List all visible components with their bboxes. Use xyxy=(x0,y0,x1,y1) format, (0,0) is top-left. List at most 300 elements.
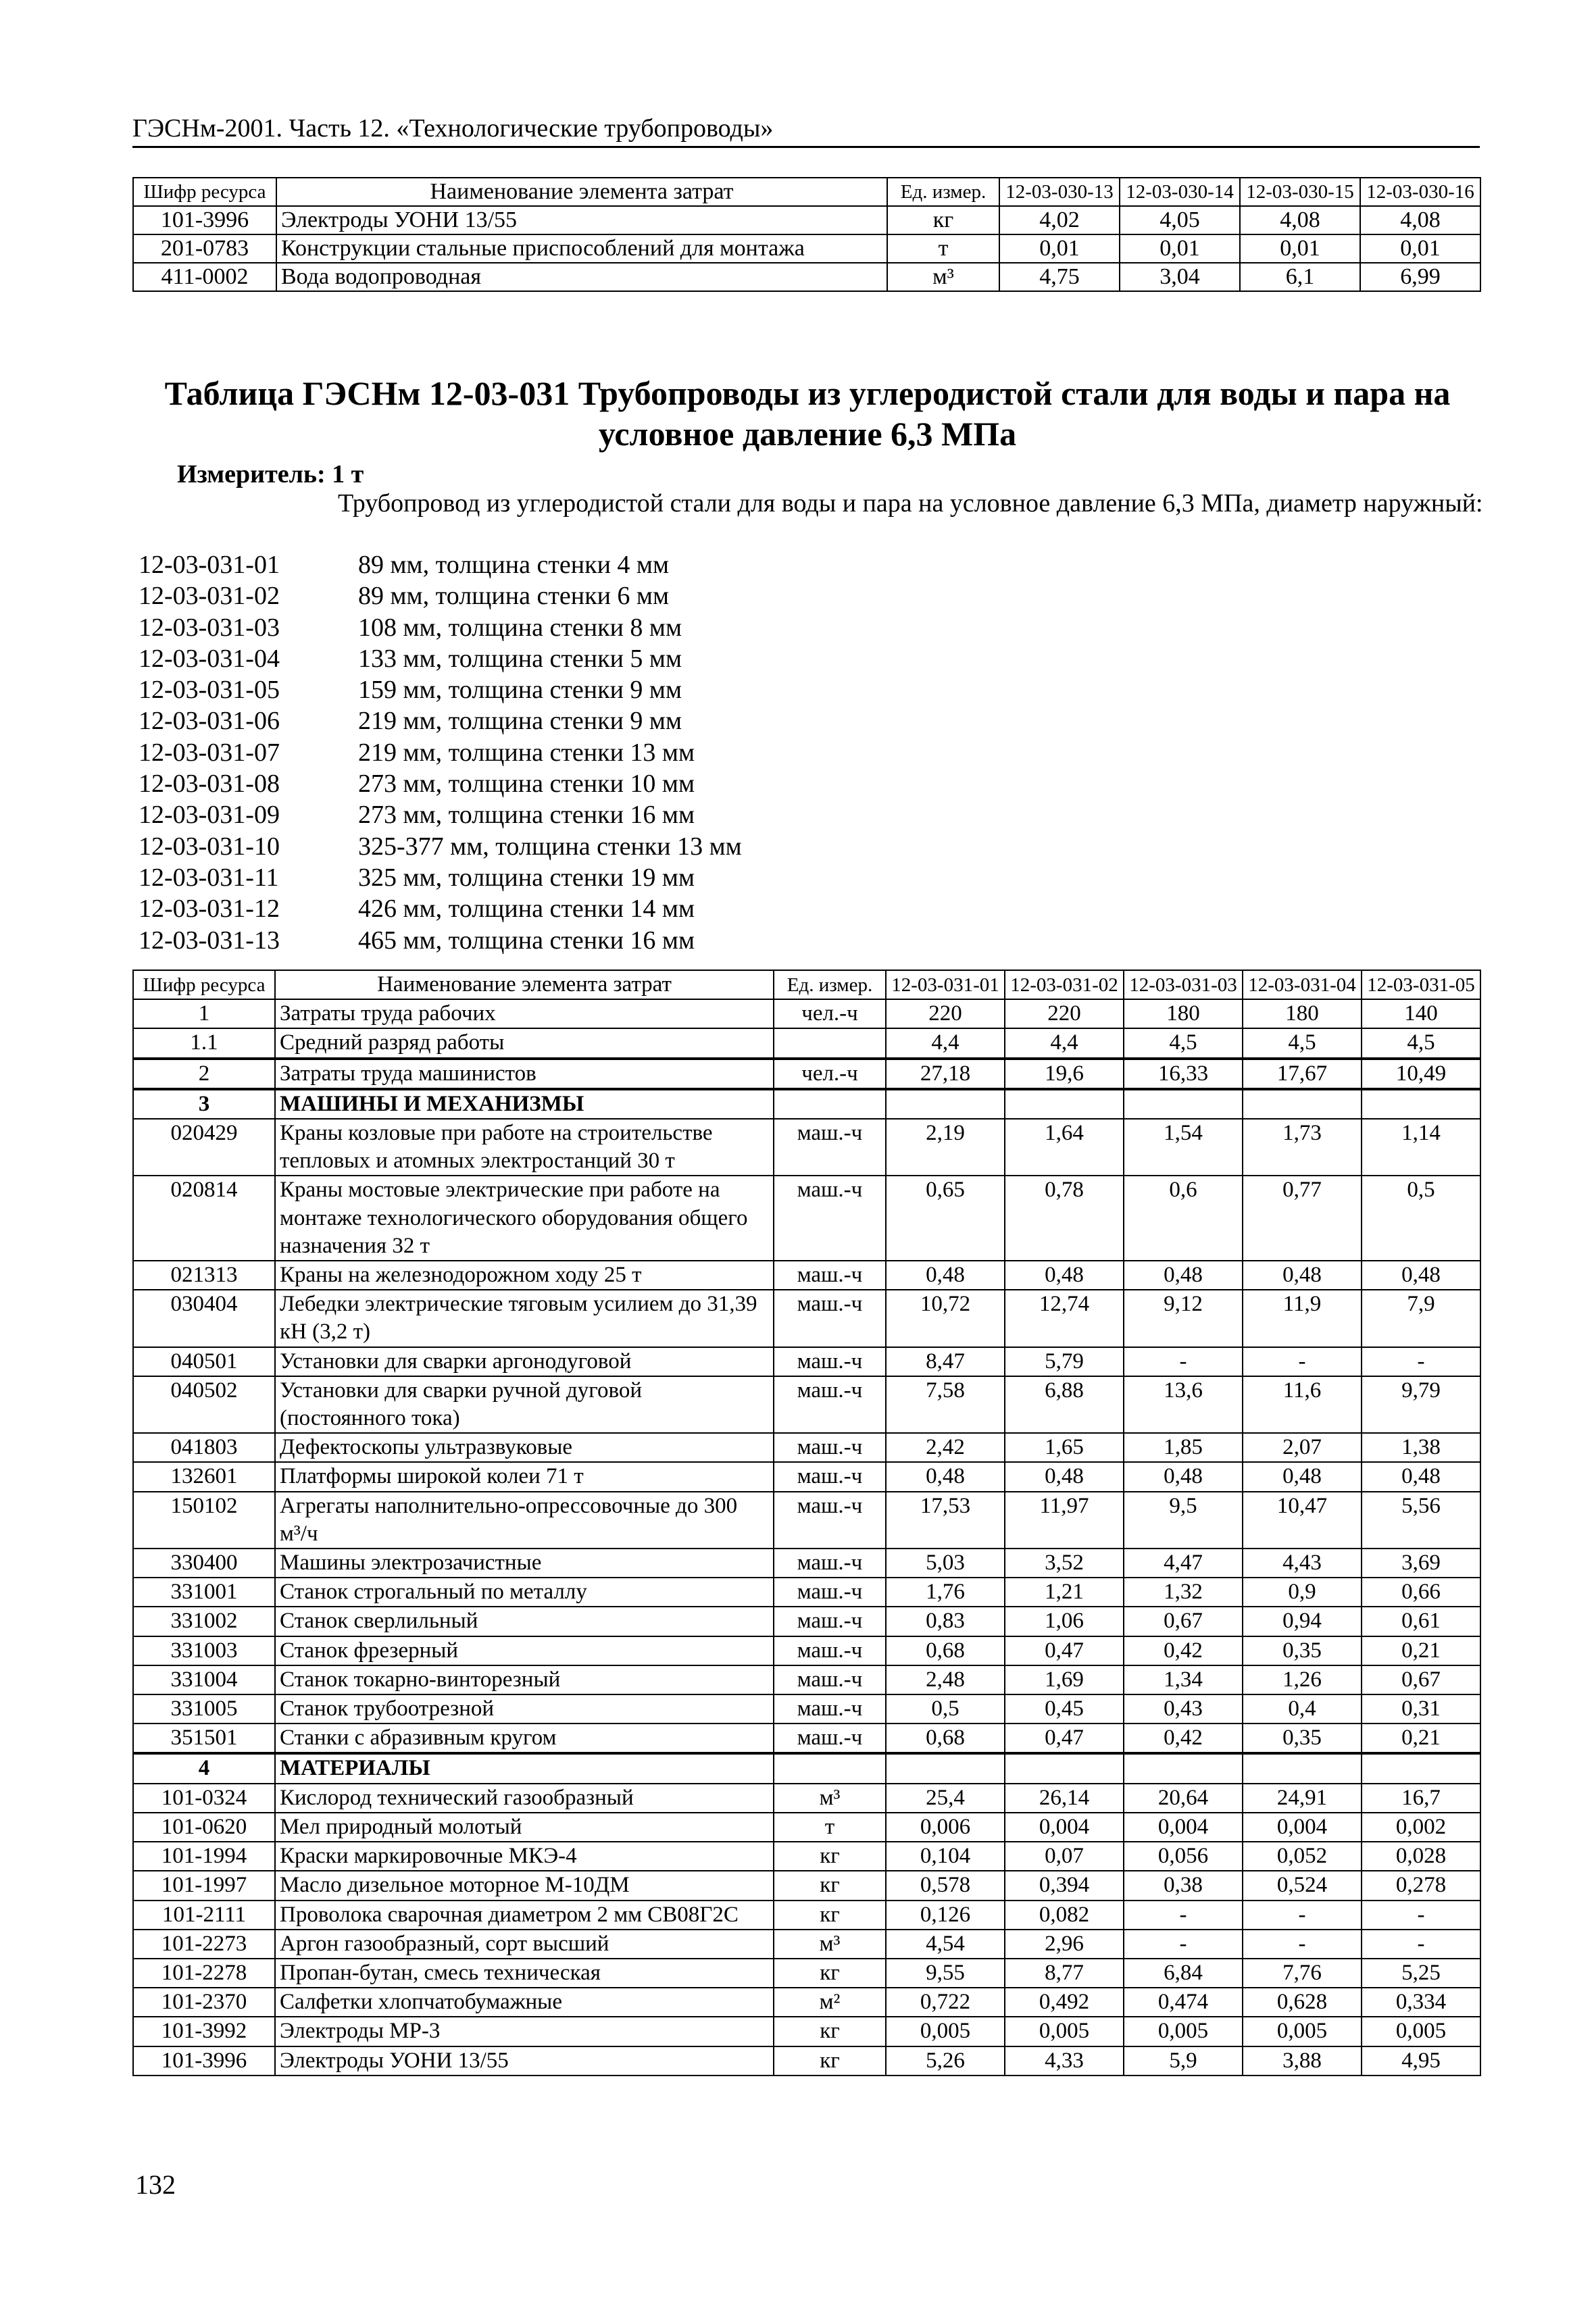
table-cell: - xyxy=(1362,1930,1480,1959)
table-cell xyxy=(1124,1089,1243,1119)
list-item xyxy=(139,831,742,862)
table-cell: 0,42 xyxy=(1124,1724,1243,1753)
table-row xyxy=(133,206,1480,234)
table-cell: 7,9 xyxy=(1362,1290,1480,1347)
table-cell: 4,08 xyxy=(1240,206,1360,234)
table-cell: м² xyxy=(774,1988,886,2017)
table-row xyxy=(133,1376,1480,1433)
table-cell: 0,43 xyxy=(1124,1694,1243,1724)
table-cell: 0,278 xyxy=(1362,1871,1480,1900)
table-cell: 020814 xyxy=(133,1176,275,1261)
table-cell: 0,83 xyxy=(886,1607,1005,1636)
table-cell: Машины электрозачистные xyxy=(275,1549,774,1578)
table-cell: 6,1 xyxy=(1240,263,1360,291)
table-cell: 0,47 xyxy=(1005,1724,1124,1753)
table-cell: 1,85 xyxy=(1124,1433,1243,1462)
table-cell: 0,004 xyxy=(1243,1813,1362,1842)
item-code: 12-03-031-02 xyxy=(139,582,280,611)
column-header: 12-03-031-03 xyxy=(1124,970,1243,999)
table-cell: - xyxy=(1124,1901,1243,1930)
table-cell: 0,052 xyxy=(1243,1842,1362,1871)
item-code: 12-03-031-12 xyxy=(139,895,280,924)
table-cell: 4,33 xyxy=(1005,2046,1124,2076)
table-cell: 0,67 xyxy=(1362,1665,1480,1694)
column-header: 12-03-030-14 xyxy=(1120,178,1240,206)
table-cell: 0,394 xyxy=(1005,1871,1124,1900)
table-cell: 0,68 xyxy=(886,1724,1005,1753)
table-cell: м³ xyxy=(887,263,999,291)
table-cell: 030404 xyxy=(133,1290,275,1347)
table-cell: 0,005 xyxy=(886,2017,1005,2046)
table-cell: 0,126 xyxy=(886,1901,1005,1930)
table-cell: 0,9 xyxy=(1243,1578,1362,1607)
table-cell: - xyxy=(1243,1930,1362,1959)
table-cell: Вода водопроводная xyxy=(276,263,887,291)
table-cell: 0,31 xyxy=(1362,1694,1480,1724)
table-cell: 1,69 xyxy=(1005,1665,1124,1694)
table-row xyxy=(133,1119,1480,1176)
table-cell xyxy=(1243,1089,1362,1119)
table-cell: маш.-ч xyxy=(774,1724,886,1753)
table-cell xyxy=(886,1089,1005,1119)
table-cell: Лебедки электрические тяговым усилием до 31,39 кН (3,2 т) xyxy=(275,1290,774,1347)
table-cell: 1.1 xyxy=(133,1028,275,1058)
table-cell: 331001 xyxy=(133,1578,275,1607)
table-cell: 150102 xyxy=(133,1492,275,1549)
table-cell xyxy=(886,1753,1005,1783)
column-header: Шифр ресурса xyxy=(133,970,275,999)
table-cell: 0,4 xyxy=(1243,1694,1362,1724)
table-cell: Электроды УОНИ 13/55 xyxy=(276,206,887,234)
table-cell: 6,88 xyxy=(1005,1376,1124,1433)
table-cell: 3 xyxy=(133,1089,275,1119)
table-cell: - xyxy=(1243,1347,1362,1376)
table-cell: чел.-ч xyxy=(774,1059,886,1089)
table-cell: Краны мостовые электрические при работе на монтаже технологического оборудования общего назначения 32 т xyxy=(275,1176,774,1261)
table-cell: 1,14 xyxy=(1362,1119,1480,1176)
table-cell: 020429 xyxy=(133,1119,275,1176)
table-cell: 4,08 xyxy=(1360,206,1480,234)
table-row xyxy=(133,1959,1480,1988)
table-cell: Дефектоскопы ультразвуковые xyxy=(275,1433,774,1462)
table-cell: 0,004 xyxy=(1005,1813,1124,1842)
table-cell: 2,42 xyxy=(886,1433,1005,1462)
table-cell: 0,5 xyxy=(1362,1176,1480,1261)
table-cell: 0,42 xyxy=(1124,1636,1243,1665)
page-header: ГЭСНм-2001. Часть 12. «Технологические трубопроводы» xyxy=(132,114,1480,148)
item-list xyxy=(139,549,742,956)
table-cell: 4,4 xyxy=(1005,1028,1124,1058)
table-cell: 0,01 xyxy=(999,234,1120,263)
table-row xyxy=(133,2017,1480,2046)
table-row xyxy=(133,1261,1480,1290)
table-cell: 4,5 xyxy=(1243,1028,1362,1058)
column-header: 12-03-031-05 xyxy=(1362,970,1480,999)
column-header: 12-03-031-01 xyxy=(886,970,1005,999)
table-row xyxy=(133,1492,1480,1549)
table-cell: 1,21 xyxy=(1005,1578,1124,1607)
table-cell: 101-2111 xyxy=(133,1901,275,1930)
table-cell: 0,474 xyxy=(1124,1988,1243,2017)
table-cell: Масло дизельное моторное М-10ДМ xyxy=(275,1871,774,1900)
table-cell: кг xyxy=(887,206,999,234)
table-row xyxy=(133,1813,1480,1842)
item-text: 159 мм, толщина стенки 9 мм xyxy=(358,676,682,705)
table-cell: 9,12 xyxy=(1124,1290,1243,1347)
table-cell: 7,76 xyxy=(1243,1959,1362,1988)
table-cell: 0,07 xyxy=(1005,1842,1124,1871)
table-cell: 101-3992 xyxy=(133,2017,275,2046)
list-item xyxy=(139,674,742,705)
table-cell: маш.-ч xyxy=(774,1694,886,1724)
table-cell: 0,005 xyxy=(1243,2017,1362,2046)
table-cell: 0,002 xyxy=(1362,1813,1480,1842)
table-cell: 11,97 xyxy=(1005,1492,1124,1549)
table-cell xyxy=(774,1028,886,1058)
table-cell: чел.-ч xyxy=(774,999,886,1028)
item-text: 89 мм, толщина стенки 6 мм xyxy=(358,582,670,611)
column-header: 12-03-031-02 xyxy=(1005,970,1124,999)
page-number: 132 xyxy=(135,2169,176,2200)
table-cell: 1,34 xyxy=(1124,1665,1243,1694)
table-cell: 1 xyxy=(133,999,275,1028)
table-cell: 0,628 xyxy=(1243,1988,1362,2017)
item-code: 12-03-031-08 xyxy=(139,770,280,799)
list-item xyxy=(139,580,742,611)
table-cell: 331004 xyxy=(133,1665,275,1694)
table-row xyxy=(133,1694,1480,1724)
table-cell: 0,45 xyxy=(1005,1694,1124,1724)
table-cell: 330400 xyxy=(133,1549,275,1578)
table-cell: маш.-ч xyxy=(774,1636,886,1665)
list-item xyxy=(139,549,742,580)
list-item xyxy=(139,612,742,643)
table-cell: 0,056 xyxy=(1124,1842,1243,1871)
table-cell: маш.-ч xyxy=(774,1492,886,1549)
list-item xyxy=(139,768,742,799)
table-cell: 220 xyxy=(886,999,1005,1028)
table-row xyxy=(133,1607,1480,1636)
table-cell: 411-0002 xyxy=(133,263,276,291)
table-cell: 101-0324 xyxy=(133,1784,275,1813)
table-cell xyxy=(774,1753,886,1783)
table-cell: маш.-ч xyxy=(774,1176,886,1261)
column-header: 12-03-030-15 xyxy=(1240,178,1360,206)
item-text: 219 мм, толщина стенки 9 мм xyxy=(358,707,682,736)
table-cell: 12,74 xyxy=(1005,1290,1124,1347)
table-row xyxy=(133,1028,1480,1058)
table-cell: - xyxy=(1362,1901,1480,1930)
table-cell: 3,69 xyxy=(1362,1549,1480,1578)
table-cell: 2,96 xyxy=(1005,1930,1124,1959)
table-cell: 0,004 xyxy=(1124,1813,1243,1842)
column-header: Шифр ресурса xyxy=(133,178,276,206)
table-cell: 0,082 xyxy=(1005,1901,1124,1930)
table-cell: 0,47 xyxy=(1005,1636,1124,1665)
table-cell: Пропан-бутан, смесь техническая xyxy=(275,1959,774,1988)
list-item xyxy=(139,705,742,736)
table-cell: Электроды МР-3 xyxy=(275,2017,774,2046)
table-cell: Краски маркировочные МКЭ-4 xyxy=(275,1842,774,1871)
table-cell: маш.-ч xyxy=(774,1261,886,1290)
table-cell: - xyxy=(1362,1347,1480,1376)
table-row xyxy=(133,1290,1480,1347)
table-cell: 5,79 xyxy=(1005,1347,1124,1376)
table-row xyxy=(133,1901,1480,1930)
table-cell: 2,19 xyxy=(886,1119,1005,1176)
table-cell: Платформы широкой колеи 71 т xyxy=(275,1462,774,1491)
table-cell: 19,6 xyxy=(1005,1059,1124,1089)
list-item xyxy=(139,799,742,830)
table-cell: - xyxy=(1243,1901,1362,1930)
column-header: 12-03-030-16 xyxy=(1360,178,1480,206)
table-cell: 0,48 xyxy=(886,1462,1005,1491)
table-cell: 11,6 xyxy=(1243,1376,1362,1433)
table-cell: 0,48 xyxy=(1243,1261,1362,1290)
table-cell: Электроды УОНИ 13/55 xyxy=(275,2046,774,2076)
table-cell: 4,4 xyxy=(886,1028,1005,1058)
table-cell: 0,78 xyxy=(1005,1176,1124,1261)
table-cell: 6,84 xyxy=(1124,1959,1243,1988)
table-cell: 351501 xyxy=(133,1724,275,1753)
table-cell: Мел природный молотый xyxy=(275,1813,774,1842)
table-cell: 5,25 xyxy=(1362,1959,1480,1988)
table-cell: 1,65 xyxy=(1005,1433,1124,1462)
table-cell: 5,9 xyxy=(1124,2046,1243,2076)
table-cell: 101-2278 xyxy=(133,1959,275,1988)
table-cell: кг xyxy=(774,2017,886,2046)
table-cell: Установки для сварки ручной дуговой (постоянного тока) xyxy=(275,1376,774,1433)
table-cell: маш.-ч xyxy=(774,1665,886,1694)
table-cell: 0,006 xyxy=(886,1813,1005,1842)
table-row xyxy=(133,1665,1480,1694)
table-cell: 0,722 xyxy=(886,1988,1005,2017)
table-cell: Аргон газообразный, сорт высший xyxy=(275,1930,774,1959)
table-cell: 0,028 xyxy=(1362,1842,1480,1871)
list-item xyxy=(139,737,742,768)
list-item xyxy=(139,643,742,674)
table-row xyxy=(133,1753,1480,1783)
table-cell: 10,47 xyxy=(1243,1492,1362,1549)
item-text: 133 мм, толщина стенки 5 мм xyxy=(358,644,682,673)
table-cell: 1,06 xyxy=(1005,1607,1124,1636)
table-cell: 0,6 xyxy=(1124,1176,1243,1261)
table-cell: 101-2273 xyxy=(133,1930,275,1959)
table-cell: 10,49 xyxy=(1362,1059,1480,1089)
table-cell: 16,33 xyxy=(1124,1059,1243,1089)
table-cell: 0,334 xyxy=(1362,1988,1480,2017)
measure-label: Измеритель: 1 т xyxy=(177,460,364,488)
table-cell: 26,14 xyxy=(1005,1784,1124,1813)
table-cell: кг xyxy=(774,2046,886,2076)
table-cell: 1,76 xyxy=(886,1578,1005,1607)
table-cell: 6,99 xyxy=(1360,263,1480,291)
item-text: 273 мм, толщина стенки 16 мм xyxy=(358,801,695,830)
table-cell: маш.-ч xyxy=(774,1462,886,1491)
table-cell: маш.-ч xyxy=(774,1549,886,1578)
table-row xyxy=(133,1462,1480,1491)
table-cell: Салфетки хлопчатобумажные xyxy=(275,1988,774,2017)
list-item xyxy=(139,893,742,924)
column-header: 12-03-030-13 xyxy=(999,178,1120,206)
table-cell: Затраты труда рабочих xyxy=(275,999,774,1028)
list-item xyxy=(139,925,742,956)
table-cell: м³ xyxy=(774,1784,886,1813)
table-cell: 331005 xyxy=(133,1694,275,1724)
table-cell: маш.-ч xyxy=(774,1433,886,1462)
table-cell: 0,48 xyxy=(1005,1462,1124,1491)
table-cell xyxy=(1005,1753,1124,1783)
table-cell: 11,9 xyxy=(1243,1290,1362,1347)
table-cell: 0,5 xyxy=(886,1694,1005,1724)
table-cell: кг xyxy=(774,1871,886,1900)
table-cell: МАШИНЫ И МЕХАНИЗМЫ xyxy=(275,1089,774,1119)
table-row xyxy=(133,1988,1480,2017)
table-cell: 0,01 xyxy=(1120,234,1240,263)
table-row xyxy=(133,1347,1480,1376)
table-cell: 101-3996 xyxy=(133,2046,275,2076)
table-row xyxy=(133,1636,1480,1665)
table-cell: 4,5 xyxy=(1124,1028,1243,1058)
table-cell: 101-1994 xyxy=(133,1842,275,1871)
table-cell: Проволока сварочная диаметром 2 мм СВ08Г2С xyxy=(275,1901,774,1930)
table-cell: маш.-ч xyxy=(774,1290,886,1347)
table-cell: м³ xyxy=(774,1930,886,1959)
table-cell: 0,104 xyxy=(886,1842,1005,1871)
table-cell: - xyxy=(1124,1347,1243,1376)
table-cell: 1,38 xyxy=(1362,1433,1480,1462)
table-cell: 0,005 xyxy=(1362,2017,1480,2046)
table-cell: 9,5 xyxy=(1124,1492,1243,1549)
table-cell: 4,47 xyxy=(1124,1549,1243,1578)
table-cell: 0,21 xyxy=(1362,1636,1480,1665)
table-row xyxy=(133,1930,1480,1959)
table-cell: 0,578 xyxy=(886,1871,1005,1900)
column-header: Ед. измер. xyxy=(774,970,886,999)
item-code: 12-03-031-09 xyxy=(139,801,280,830)
table-row xyxy=(133,1176,1480,1261)
table-row xyxy=(133,1784,1480,1813)
table-cell: 040502 xyxy=(133,1376,275,1433)
table-cell xyxy=(1005,1089,1124,1119)
table-cell: Установки для сварки аргонодуговой xyxy=(275,1347,774,1376)
table-cell: 4,05 xyxy=(1120,206,1240,234)
table-cell: 101-0620 xyxy=(133,1813,275,1842)
table-cell: 0,48 xyxy=(1005,1261,1124,1290)
table-cell: Средний разряд работы xyxy=(275,1028,774,1058)
table-cell: 4,75 xyxy=(999,263,1120,291)
table-previous xyxy=(132,177,1481,292)
table-cell: 0,01 xyxy=(1360,234,1480,263)
table-cell: 101-2370 xyxy=(133,1988,275,2017)
table-cell: 9,55 xyxy=(886,1959,1005,1988)
table-cell: 3,04 xyxy=(1120,263,1240,291)
table-cell: 17,67 xyxy=(1243,1059,1362,1089)
table-cell: 0,61 xyxy=(1362,1607,1480,1636)
table-cell: т xyxy=(887,234,999,263)
table-cell: 220 xyxy=(1005,999,1124,1028)
item-code: 12-03-031-06 xyxy=(139,707,280,736)
table-cell: 5,26 xyxy=(886,2046,1005,2076)
table-cell: 1,32 xyxy=(1124,1578,1243,1607)
table-cell: 0,48 xyxy=(1243,1462,1362,1491)
table-cell: 16,7 xyxy=(1362,1784,1480,1813)
table-cell: маш.-ч xyxy=(774,1578,886,1607)
table-cell: 1,73 xyxy=(1243,1119,1362,1176)
table-cell: 331003 xyxy=(133,1636,275,1665)
table-cell: Станки с абразивным кругом xyxy=(275,1724,774,1753)
table-main xyxy=(132,970,1481,2076)
table-cell: 0,35 xyxy=(1243,1636,1362,1665)
table-cell: 0,67 xyxy=(1124,1607,1243,1636)
table-cell: 101-3996 xyxy=(133,206,276,234)
list-item xyxy=(139,862,742,893)
item-text: 273 мм, толщина стенки 10 мм xyxy=(358,770,695,799)
table-cell: 4,54 xyxy=(886,1930,1005,1959)
table-cell: Станок строгальный по металлу xyxy=(275,1578,774,1607)
table-cell: 0,94 xyxy=(1243,1607,1362,1636)
table-row xyxy=(133,1842,1480,1871)
table-cell: 180 xyxy=(1124,999,1243,1028)
table-cell: 132601 xyxy=(133,1462,275,1491)
table-cell: 9,79 xyxy=(1362,1376,1480,1433)
table-row xyxy=(133,1089,1480,1119)
table-cell: 2,07 xyxy=(1243,1433,1362,1462)
column-header: Наименование элемента затрат xyxy=(275,970,774,999)
table-row xyxy=(133,1549,1480,1578)
table-cell: Станок трубоотрезной xyxy=(275,1694,774,1724)
table-row xyxy=(133,1871,1480,1900)
table-cell: 1,64 xyxy=(1005,1119,1124,1176)
table-cell: 331002 xyxy=(133,1607,275,1636)
table-cell: маш.-ч xyxy=(774,1376,886,1433)
table-cell: 0,005 xyxy=(1005,2017,1124,2046)
intro-text: Трубопровод из углеродистой стали для воды и пара на условное давление 6,3 МПа, диаметр наружный: xyxy=(338,489,1483,518)
table-cell: Конструкции стальные приспособлений для монтажа xyxy=(276,234,887,263)
table-cell: 0,005 xyxy=(1124,2017,1243,2046)
table-cell: 4,02 xyxy=(999,206,1120,234)
table-cell: кг xyxy=(774,1842,886,1871)
table-cell: Краны на железнодорожном ходу 25 т xyxy=(275,1261,774,1290)
item-text: 325-377 мм, толщина стенки 13 мм xyxy=(358,832,742,861)
item-text: 219 мм, толщина стенки 13 мм xyxy=(358,738,695,767)
table-cell xyxy=(774,1089,886,1119)
table-cell xyxy=(1362,1753,1480,1783)
table-cell: 4 xyxy=(133,1753,275,1783)
table-cell: Краны козловые при работе на строительстве тепловых и атомных электростанций 30 т xyxy=(275,1119,774,1176)
table-cell: 0,48 xyxy=(1362,1261,1480,1290)
item-code: 12-03-031-03 xyxy=(139,613,280,642)
table-cell: 180 xyxy=(1243,999,1362,1028)
table-cell: 040501 xyxy=(133,1347,275,1376)
table-cell: 0,48 xyxy=(1124,1462,1243,1491)
table-cell: Агрегаты наполнительно-опрессовочные до 300 м³/ч xyxy=(275,1492,774,1549)
table-row xyxy=(133,1724,1480,1753)
table-cell: Кислород технический газообразный xyxy=(275,1784,774,1813)
table-cell: Станок сверлильный xyxy=(275,1607,774,1636)
table-row xyxy=(133,234,1480,263)
table-cell: 13,6 xyxy=(1124,1376,1243,1433)
table-cell: 20,64 xyxy=(1124,1784,1243,1813)
table-cell: 0,48 xyxy=(1124,1261,1243,1290)
item-text: 325 мм, толщина стенки 19 мм xyxy=(358,863,695,892)
table-cell: 0,48 xyxy=(886,1261,1005,1290)
column-header: Ед. измер. xyxy=(887,178,999,206)
table-cell: 0,65 xyxy=(886,1176,1005,1261)
table-cell: 25,4 xyxy=(886,1784,1005,1813)
item-text: 426 мм, толщина стенки 14 мм xyxy=(358,895,695,924)
table-cell xyxy=(1243,1753,1362,1783)
